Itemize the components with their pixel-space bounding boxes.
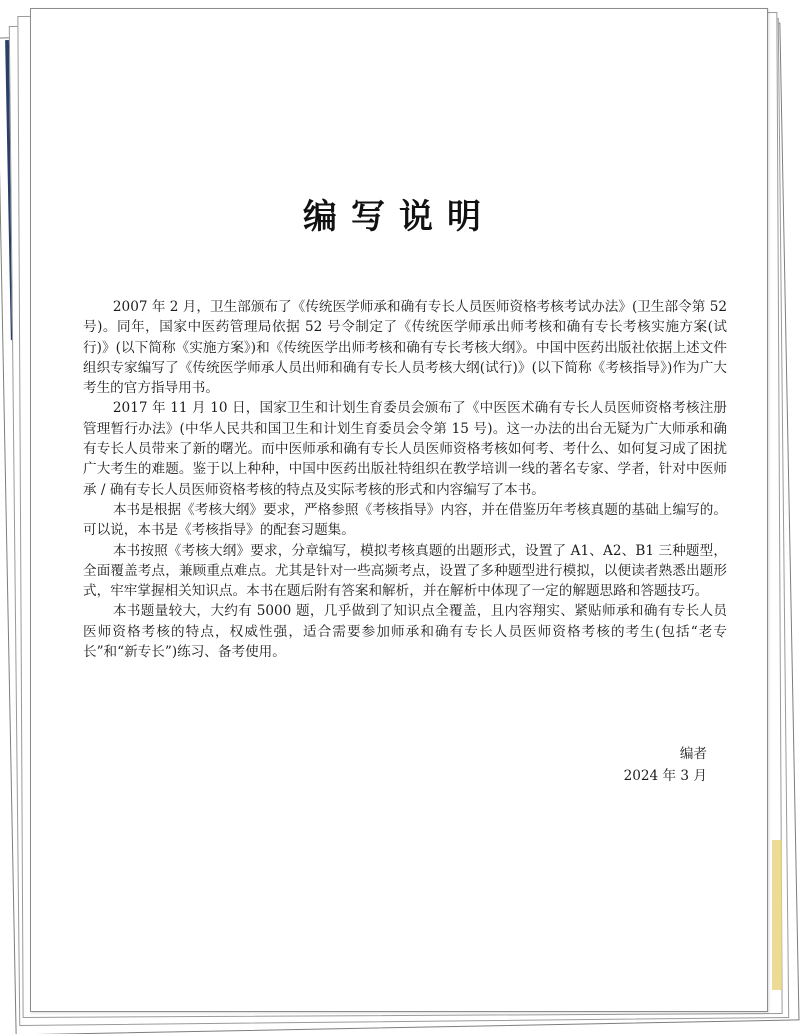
paragraph: 本书是根据《考核大纲》要求，严格参照《考核指导》内容，并在借鉴历年考核真题的基础上编写的。可以说，本书是《考核指导》的配套习题集。 xyxy=(83,501,727,539)
paragraph: 2017 年 11 月 10 日，国家卫生和计划生育委员会颁布了《中医医术确有专长人员医师资格考核注册管理暂行办法》(中华人民共和国卫生和计划生育委员会令第 15 号)。这一办法的出台无疑为广大师承和确有专长人员带来了新的曙光。而中医师承和确有专长人员医师资格考核如何考、考什么、如何复习成了困扰广大考生的难题。鉴于以上种种，中国中医药出版社特组织在教学培训一线的著名专家、学者，针对中医师承 / 确有专长人员医师资格考核的特点及实际考核的形式和内容编写了本书。 xyxy=(83,400,727,498)
paragraph: 本书题量较大，大约有 5000 题，几乎做到了知识点全覆盖，且内容翔实、紧贴师承和确有专长人员医师资格考核的特点，权威性强，适合需要参加师承和确有专长人员医师资格考核的考生(包括“老专长”和“新专长”)练习、备考使用。 xyxy=(83,603,727,661)
page-edge-tint xyxy=(772,840,782,990)
body-text xyxy=(83,297,727,662)
signature-block xyxy=(624,743,707,787)
signature-date: 2024 年 3 月 xyxy=(623,768,707,784)
paragraph: 2007 年 2 月，卫生部颁布了《传统医学师承和确有专长人员医师资格考核考试办法》(卫生部令第 52 号)。同年，国家中医药管理局依据 52 号令制定了《传统医学师承出师考核和确有专长考核实施方案(试行)》(以下简称《实施方案》)和《传统医学出师考核和确有专长考核大纲》。中国中医药出版社依据上述文件组织专家编写了《传统医学师承人员出师和确有专长人员考核大纲(试行)》(以下简称《考核指导》)作为广大考生的官方指导用书。 xyxy=(83,299,727,397)
signature-author: 编者 xyxy=(679,746,707,762)
document-page xyxy=(30,8,768,1012)
paragraph: 本书按照《考核大纲》要求，分章编写，模拟考核真题的出题形式，设置了 A1、A2、B1 三种题型，全面覆盖考点，兼顾重点难点。尤其是针对一些高频考点，设置了多种题型进行模拟，以便读者熟悉出题形式，牢牢掌握相关知识点。本书在题后附有答案和解析，并在解析中体现了一定的解题思路和答题技巧。 xyxy=(83,542,727,600)
page-title: 编写说明 xyxy=(303,197,495,237)
